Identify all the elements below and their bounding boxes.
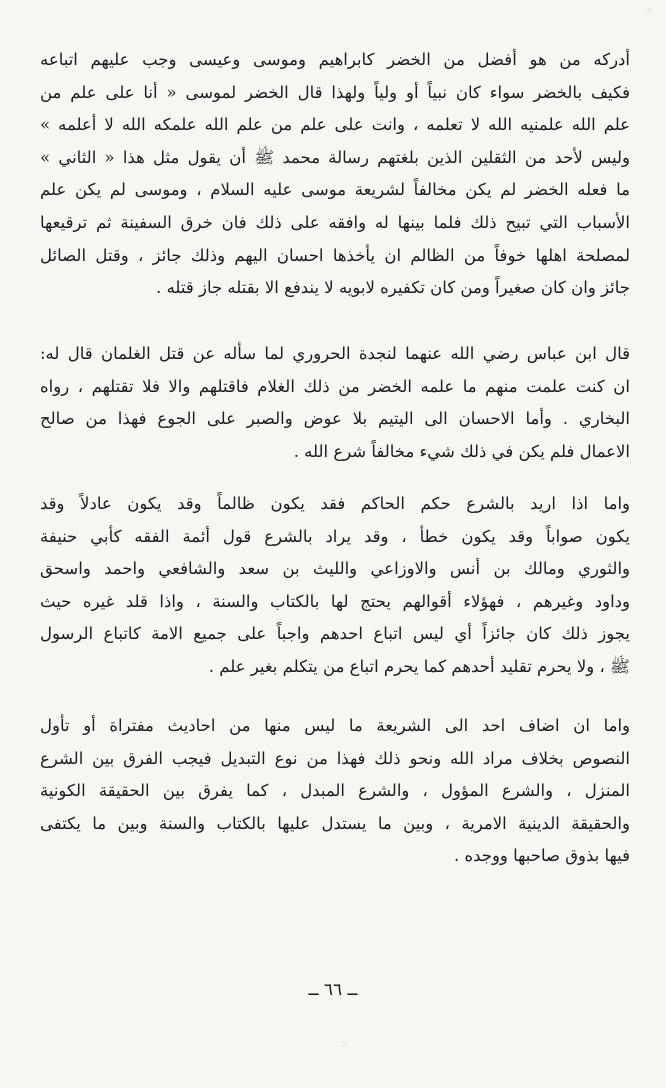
- text-line: قال ابن عباس رضي الله عنهما لنجدة الحروري لما سأله عن قتل الغلمان قال له:: [40, 344, 630, 363]
- text-line: البخاري . وأما الاحسان الى اليتيم بلا عوض والصبر على الجوع فهذا من صالح: [40, 409, 630, 429]
- text-line: ان كنت علمت منهم ما علمه الخضر من ذلك الغلام فاقتلهم والا فلا تقتلهم ، رواه: [40, 376, 630, 396]
- paragraph-1: [40, 44, 630, 305]
- text-line: ما فعله الخضر لم يكن مخالفاً لشريعة موسى عليه السلام ، وموسى لم يكن علم: [40, 180, 630, 200]
- scan-artifact: ˏ: [342, 1030, 346, 1044]
- text-line: وداود وغيرهم ، فهؤلاء أقوالهم يحتج لها بالكتاب والسنة ، واذا قلد غيره حيث: [40, 591, 630, 611]
- paragraph-3: [40, 488, 630, 684]
- text-line: واما ان اضاف احد الى الشريعة ما ليس منها من احاديث مفتراة أو تأول: [40, 716, 630, 735]
- text-line: لمصلحة اهلها خوفاً من الظالم ان يأخذها احسان اليهم وذلك جائز ، وقتل الصائل: [40, 245, 630, 265]
- page-number: ــ ٦٦ ــ: [308, 980, 358, 1000]
- text-line: والثوري ومالك بن أنس والاوزاعي والليث بن سعد والشافعي واحمد واسحق: [40, 559, 630, 579]
- paragraph-2: [40, 338, 630, 468]
- text-line: الاعمال فلم يكن في ذلك شيء مخالفاً شرع الله .: [293, 441, 630, 461]
- text-line: النصوص بخلاف مراد الله ونحو ذلك فهذا من نوع التبديل فيجب الفرق بين الشرع: [40, 748, 630, 768]
- text-line: فكيف بالخضر سواء كان نبياً أو ولياً ولهذا قال الخضر لموسى « أنا على علم من: [40, 82, 630, 102]
- text-line: والحقيقة الدينية الامرية ، وبين ما يستدل عليها بالكتاب والسنة وبين ما يكتفى: [40, 813, 630, 833]
- paragraph-4: [40, 710, 630, 873]
- scan-artifact: ⁘: [645, 6, 654, 17]
- text-line: المنزل ، والشرع المؤول ، والشرع المبدل ، كما يفرق بين الحقيقة الكونية: [40, 781, 630, 801]
- text-line: يكون صواباً وقد يكون خطأ ، وقد يراد بالشرع قول أئمة الفقه كأبي حنيفة: [40, 526, 630, 546]
- text-line: يجوز ذلك كان جائزاً أي ليس اتباع احدهم واجباً على جميع الامة كاتباع الرسول: [40, 624, 630, 644]
- text-line: وليس لأحد من الثقلين الذين بلغتهم رسالة محمد ﷺ أن يقول مثل هذا « الثاني »: [40, 147, 630, 167]
- text-line: علم الله علمنيه الله لا تعلمه ، وانت على علم من علم الله علمكه الله لا أعلمه »: [40, 115, 630, 135]
- text-line: أدركه من هو أفضل من الخضر كابراهيم وموسى وعيسى وجب عليهم اتباعه: [40, 50, 630, 69]
- text-line: جائز وان كان صغيراً ومن كان تكفيره لابويه لا يندفع الا بقتله جاز قتله .: [156, 278, 630, 298]
- text-line: واما اذا اريد بالشرع حكم الحاكم فقد يكون ظالماً وقد يكون عادلاً وقد: [40, 494, 630, 513]
- text-line: الأسباب التي تبيح ذلك فلما بينها له وافقه على ذلك فان خرق السفينة ثم ترقيعها: [40, 212, 630, 232]
- text-line: ﷺ ، ولا يحرم تقليد أحدهم كما يحرم اتباع من يتكلم بغير علم .: [208, 656, 630, 676]
- text-line: فيها بذوق صاحبها ووجده .: [453, 846, 630, 866]
